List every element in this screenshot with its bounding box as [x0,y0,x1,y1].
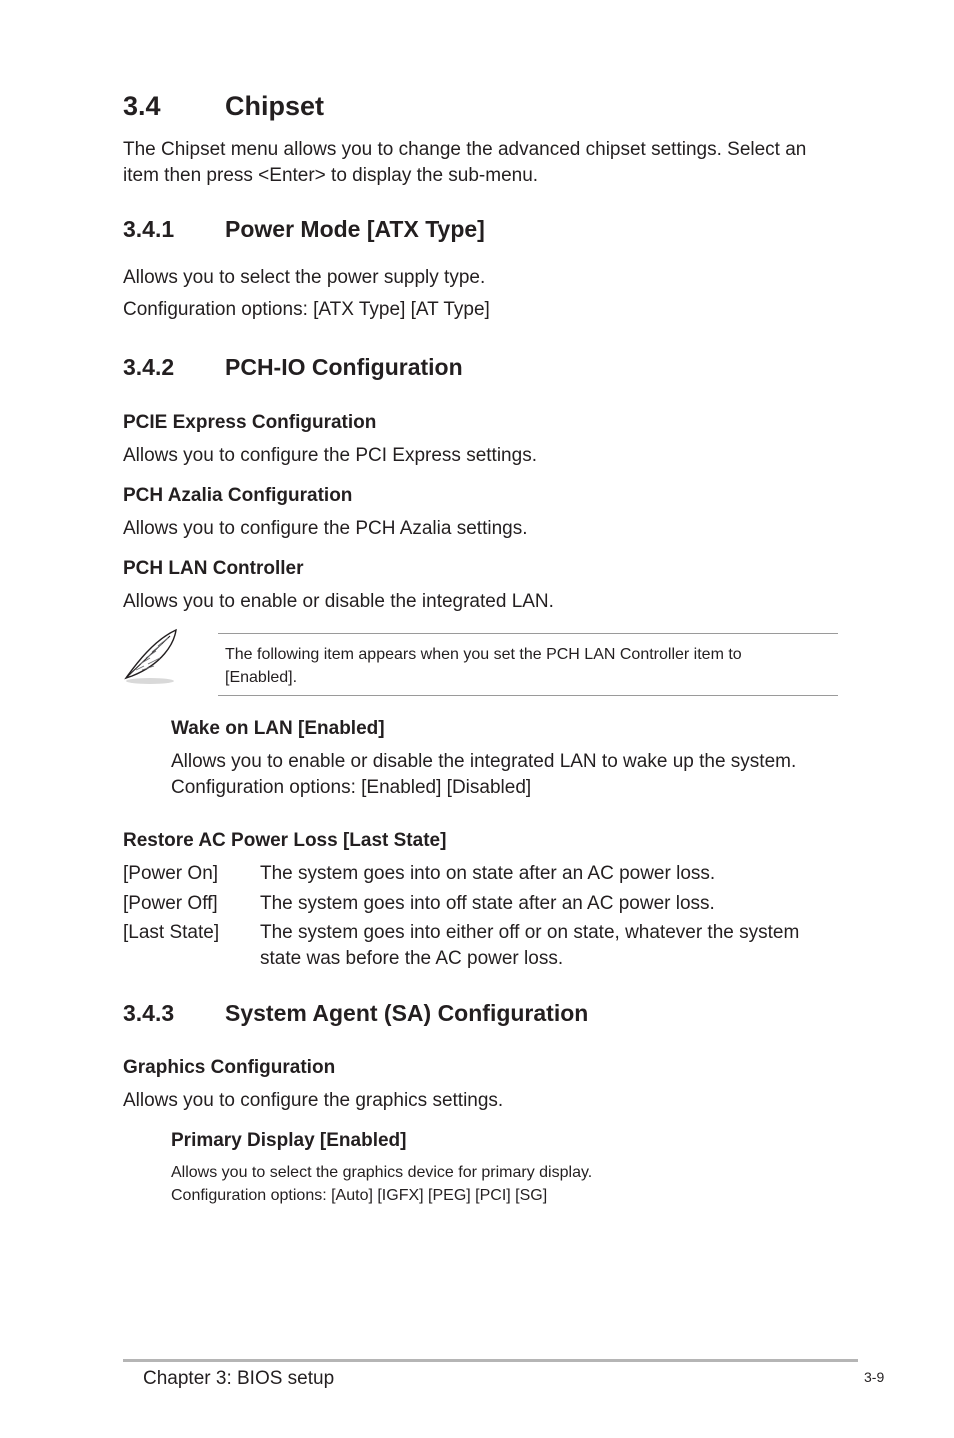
restore-desc [260,920,799,972]
footer-rule [123,1359,858,1362]
power-mode-options: Configuration options: [ATX Type] [AT Type] [123,299,490,320]
note-bottom-rule [218,695,838,696]
subsection-title: Power Mode [ATX Type] [225,216,485,242]
note-line: [Enabled]. [225,669,298,686]
restore-desc: The system goes into off state after an AC power loss. [260,893,715,914]
quill-pen-icon [120,626,182,688]
lan-desc: Allows you to enable or disable the integrated LAN. [123,591,554,612]
subsection-number: 3.4.2 [123,354,175,380]
intro-line: item then press <Enter> to display the sub-menu. [123,165,539,186]
primary-display-options: Configuration options: [Auto] [IGFX] [PEG] [PCI] [SG] [171,1187,548,1204]
azalia-title: PCH Azalia Configuration [123,485,353,506]
subsection-number: 3.4.3 [123,1000,175,1026]
wol-title: Wake on LAN [Enabled] [171,718,385,739]
footer-chapter: Chapter 3: BIOS setup [143,1368,335,1389]
pcie-desc: Allows you to configure the PCI Express settings. [123,445,537,466]
restore-term: [Power On] [123,863,219,884]
wol-desc-line: Allows you to enable or disable the integrated LAN to wake up the system. [171,751,797,772]
subsection-number: 3.4.1 [123,216,175,242]
restore-term: [Power Off] [123,893,218,914]
section-intro [123,137,806,189]
primary-display-desc [171,1161,592,1207]
note-line: The following item appears when you set the PCH LAN Controller item to [225,646,742,663]
subsection-title: PCH-IO Configuration [225,354,463,380]
note-top-rule [218,633,838,634]
restore-desc-line: state was before the AC power loss. [260,948,564,969]
azalia-desc: Allows you to configure the PCH Azalia settings. [123,518,528,539]
wol-options: Configuration options: [Enabled] [Disabled] [171,777,532,798]
restore-desc-line: The system goes into either off or on state, whatever the system [260,922,800,943]
section-number: 3.4 [123,91,161,121]
lan-title: PCH LAN Controller [123,558,304,579]
subsection-title: System Agent (SA) Configuration [225,1000,589,1026]
restore-term: [Last State] [123,922,220,943]
graphics-title: Graphics Configuration [123,1057,336,1078]
restore-title: Restore AC Power Loss [Last State] [123,830,447,851]
footer-page-number: 3-9 [864,1369,885,1385]
wol-desc [171,749,796,801]
primary-display-desc-line: Allows you to select the graphics device for primary display. [171,1164,593,1181]
power-mode-desc: Allows you to select the power supply type. [123,267,486,288]
primary-display-title: Primary Display [Enabled] [171,1130,407,1151]
section-title: Chipset [225,91,325,121]
intro-line: The Chipset menu allows you to change the advanced chipset settings. Select an [123,139,807,160]
graphics-desc: Allows you to configure the graphics settings. [123,1090,504,1111]
note-text [225,643,742,689]
pcie-title: PCIE Express Configuration [123,412,377,433]
restore-desc: The system goes into on state after an AC power loss. [260,863,716,884]
